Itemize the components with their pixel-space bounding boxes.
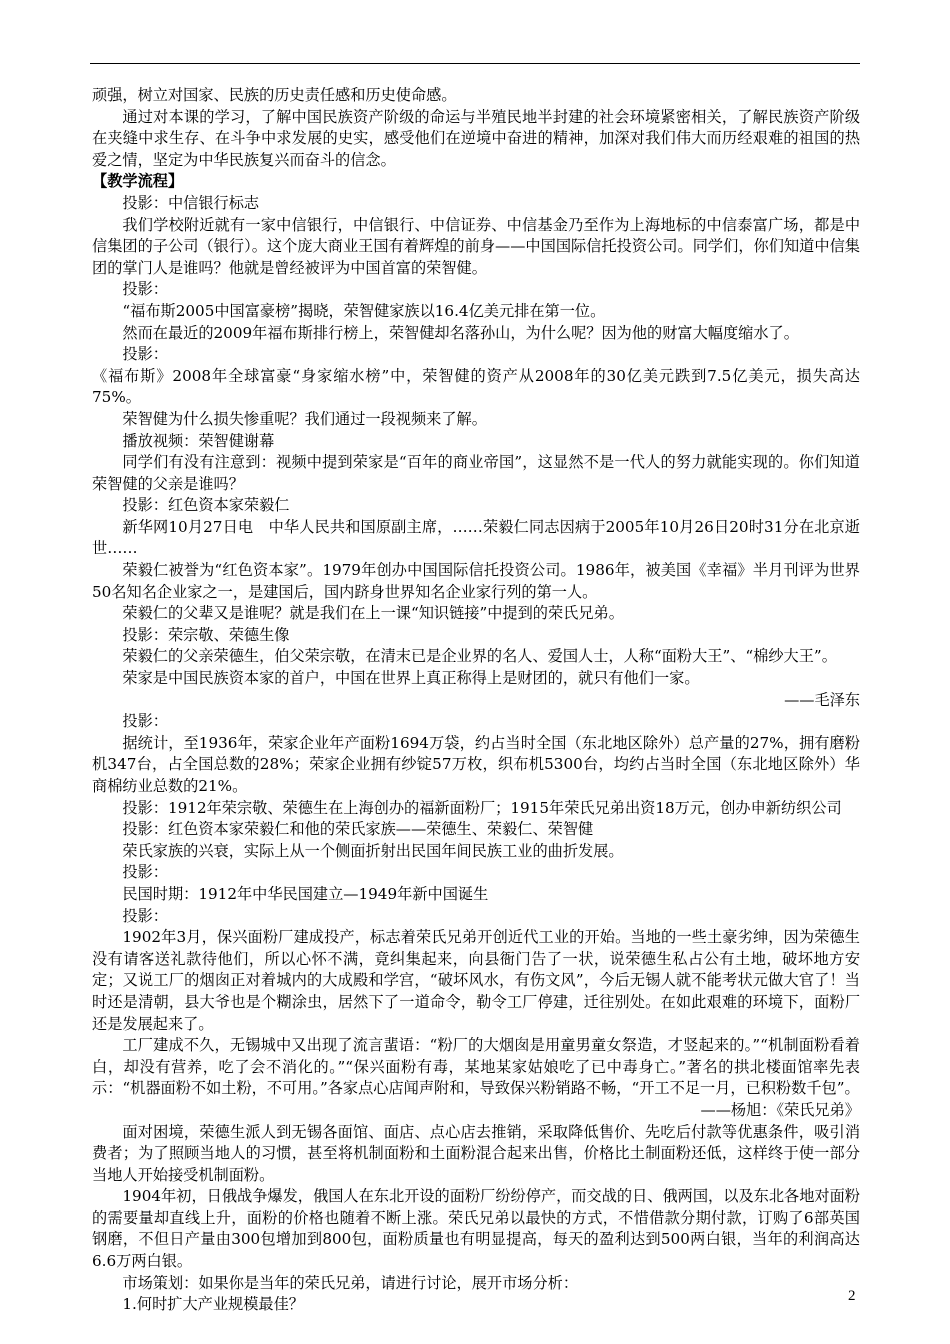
paragraph: 荣家是中国民族资本家的首户，中国在世界上真正称得上是财团的，就只有他们一家。 (122, 669, 700, 688)
paragraph: 投影：红色资本家荣毅仁和他的荣氏家族——荣德生、荣毅仁、荣智健 (122, 820, 594, 839)
paragraph: 面对困境，荣德生派人到无锡各面馆、面店、点心店去推销，采取降低售价、先吃后付款等优惠条件，吸引消费者；为了照顾当地人的习惯，甚至将机制面粉和土面粉混合起来出售，价格比土制面粉还低，这样终于使一部分当地人开始接受机制面粉。 (92, 1122, 860, 1184)
paragraph: 民国时期：1912年中华民国建立—1949年新中国诞生 (122, 884, 489, 903)
paragraph: 1.何时扩大产业规模最佳？ (122, 1295, 304, 1314)
paragraph: 投影： (122, 712, 168, 731)
paragraph: “福布斯2005中国富豪榜”揭晓，荣智健家族以16.4亿美元排在第一位。 (122, 301, 606, 320)
paragraph: 投影： (122, 280, 168, 299)
paragraph: 市场策划：如果你是当年的荣氏兄弟，请进行讨论，展开市场分析： (122, 1273, 579, 1292)
paragraph: 投影： (122, 345, 168, 364)
paragraph: 投影：荣宗敬、荣德生像 (122, 625, 290, 644)
paragraph: 据统计，至1936年，荣家企业年产面粉1694万袋，约占当时全国（东北地区除外）总产量的27%，拥有磨粉机347台，占全国总数的28%；荣家企业拥有纱锭57万枚，织布机5300台，均约占当时全国（东北地区除外）华商棉纺业总数的21%。 (92, 733, 860, 795)
paragraph: 播放视频：荣智健谢幕 (122, 431, 275, 450)
attribution: ——毛泽东 (784, 690, 860, 709)
paragraph: 投影：红色资本家荣毅仁 (122, 496, 290, 515)
document-body (92, 85, 860, 1316)
paragraph: 荣毅仁被誉为“红色资本家”。1979年创办中国国际信托投资公司。1986年，被美国《幸福》半月刊评为世界50名知名企业家之一，是建国后，国内跻身世界知名企业家行列的第一人。 (92, 561, 860, 601)
page-number: 2 (848, 1288, 856, 1304)
paragraph: 《福布斯》2008年全球富豪“身家缩水榜”中，荣智健的资产从2008年的30亿美元跌到7.5亿美元，损失高达75%。 (92, 366, 860, 407)
paragraph: 顽强，树立对国家、民族的历史责任感和历史使命感。 (92, 86, 457, 104)
attribution: ——杨旭：《荣氏兄弟》 (700, 1100, 860, 1119)
paragraph: 工厂建成不久，无锡城中又出现了流言蜚语：“粉厂的大烟囱是用童男童女祭造，才竖起来的。”“机制面粉看着白，却没有营养，吃了会不消化的。”“保兴面粉有毒，某地某家姑娘吃了已中毒身亡。”著名的拱北楼面馆率先表示：“机器面粉不如土粉，不可用。”各家点心店闻声附和，导致保兴粉销路不畅，“开工不足一月，已积粉数千包”。 (92, 1036, 860, 1098)
paragraph: 荣智健为什么损失惨重呢？我们通过一段视频来了解。 (122, 409, 487, 428)
paragraph: 通过对本课的学习，了解中国民族资产阶级的命运与半殖民地半封建的社会环境紧密相关，了解民族资产阶级在夹缝中求生存、在斗争中求发展的史实，感受他们在逆境中奋进的精神，加深对我们伟大而历经艰难的祖国的热爱之情，坚定为中华民族复兴而奋斗的信念。 (92, 107, 860, 169)
header-rule (90, 63, 860, 64)
paragraph: 1904年初，日俄战争爆发，俄国人在东北开设的面粉厂纷纷停产，而交战的日、俄两国，以及东北各地对面粉的需要量却直线上升，面粉的价格也随着不断上涨。荣氏兄弟以最快的方式，不惜借款分期付款，订购了6部英国钢磨，不但日产量由300包增加到800包，面粉质量也有明显提高，每天的盈利达到500两白银，当年的利润高达6.6万两白银。 (92, 1187, 860, 1271)
paragraph: 荣氏家族的兴衰，实际上从一个侧面折射出民国年间民族工业的曲折发展。 (122, 841, 624, 860)
paragraph: 投影： (122, 906, 168, 925)
paragraph: 我们学校附近就有一家中信银行，中信银行、中信证券、中信基金乃至作为上海地标的中信泰富广场，都是中信集团的子公司（银行）。这个庞大商业王国有着辉煌的前身——中国国际信托投资公司。同学们，你们知道中信集团的掌门人是谁吗？他就是曾经被评为中国首富的荣智健。 (92, 215, 860, 277)
paragraph: 1902年3月，保兴面粉厂建成投产，标志着荣氏兄弟开创近代工业的开始。当地的一些土豪劣绅，因为荣德生没有请客送礼款待他们，所以心怀不满，竟纠集起来，向县衙门告了一状，说荣德生私占公有土地，破坏地方安定；又说工厂的烟囱正对着城内的大成殿和学宫，“破坏风水，有伤文风”，今后无锡人就不能考状元做大官了！当时还是清朝，县大爷也是个糊涂虫，居然下了一道命令，勒令工厂停建，迁往别处。在如此艰难的环境下，面粉厂还是发展起来了。 (92, 928, 860, 1033)
paragraph: 新华网10月27日电 中华人民共和国原副主席，……荣毅仁同志因病于2005年10月26日20时31分在北京逝世…… (92, 517, 860, 558)
paragraph: 投影：中信银行标志 (122, 193, 260, 212)
paragraph: 同学们有没有注意到：视频中提到荣家是“百年的商业帝国”，这显然不是一代人的努力就能实现的。你们知道荣智健的父亲是谁吗？ (92, 453, 860, 493)
paragraph: 荣毅仁的父亲荣德生，伯父荣宗敬，在清末已是企业界的名人、爱国人士，人称“面粉大王”、“棉纱大王”。 (122, 647, 837, 666)
paragraph: 荣毅仁的父辈又是谁呢？就是我们在上一课“知识链接”中提到的荣氏兄弟。 (122, 604, 624, 623)
paragraph: 投影：1912年荣宗敬、荣德生在上海创办的福新面粉厂；1915年荣氏兄弟出资18万元，创办申新纺织公司 (122, 798, 842, 817)
paragraph: 投影： (122, 863, 168, 882)
paragraph: 然而在最近的2009年福布斯排行榜上，荣智健却名落孙山，为什么呢？因为他的财富大幅度缩水了。 (122, 323, 799, 342)
section-heading: 【教学流程】 (92, 172, 184, 191)
